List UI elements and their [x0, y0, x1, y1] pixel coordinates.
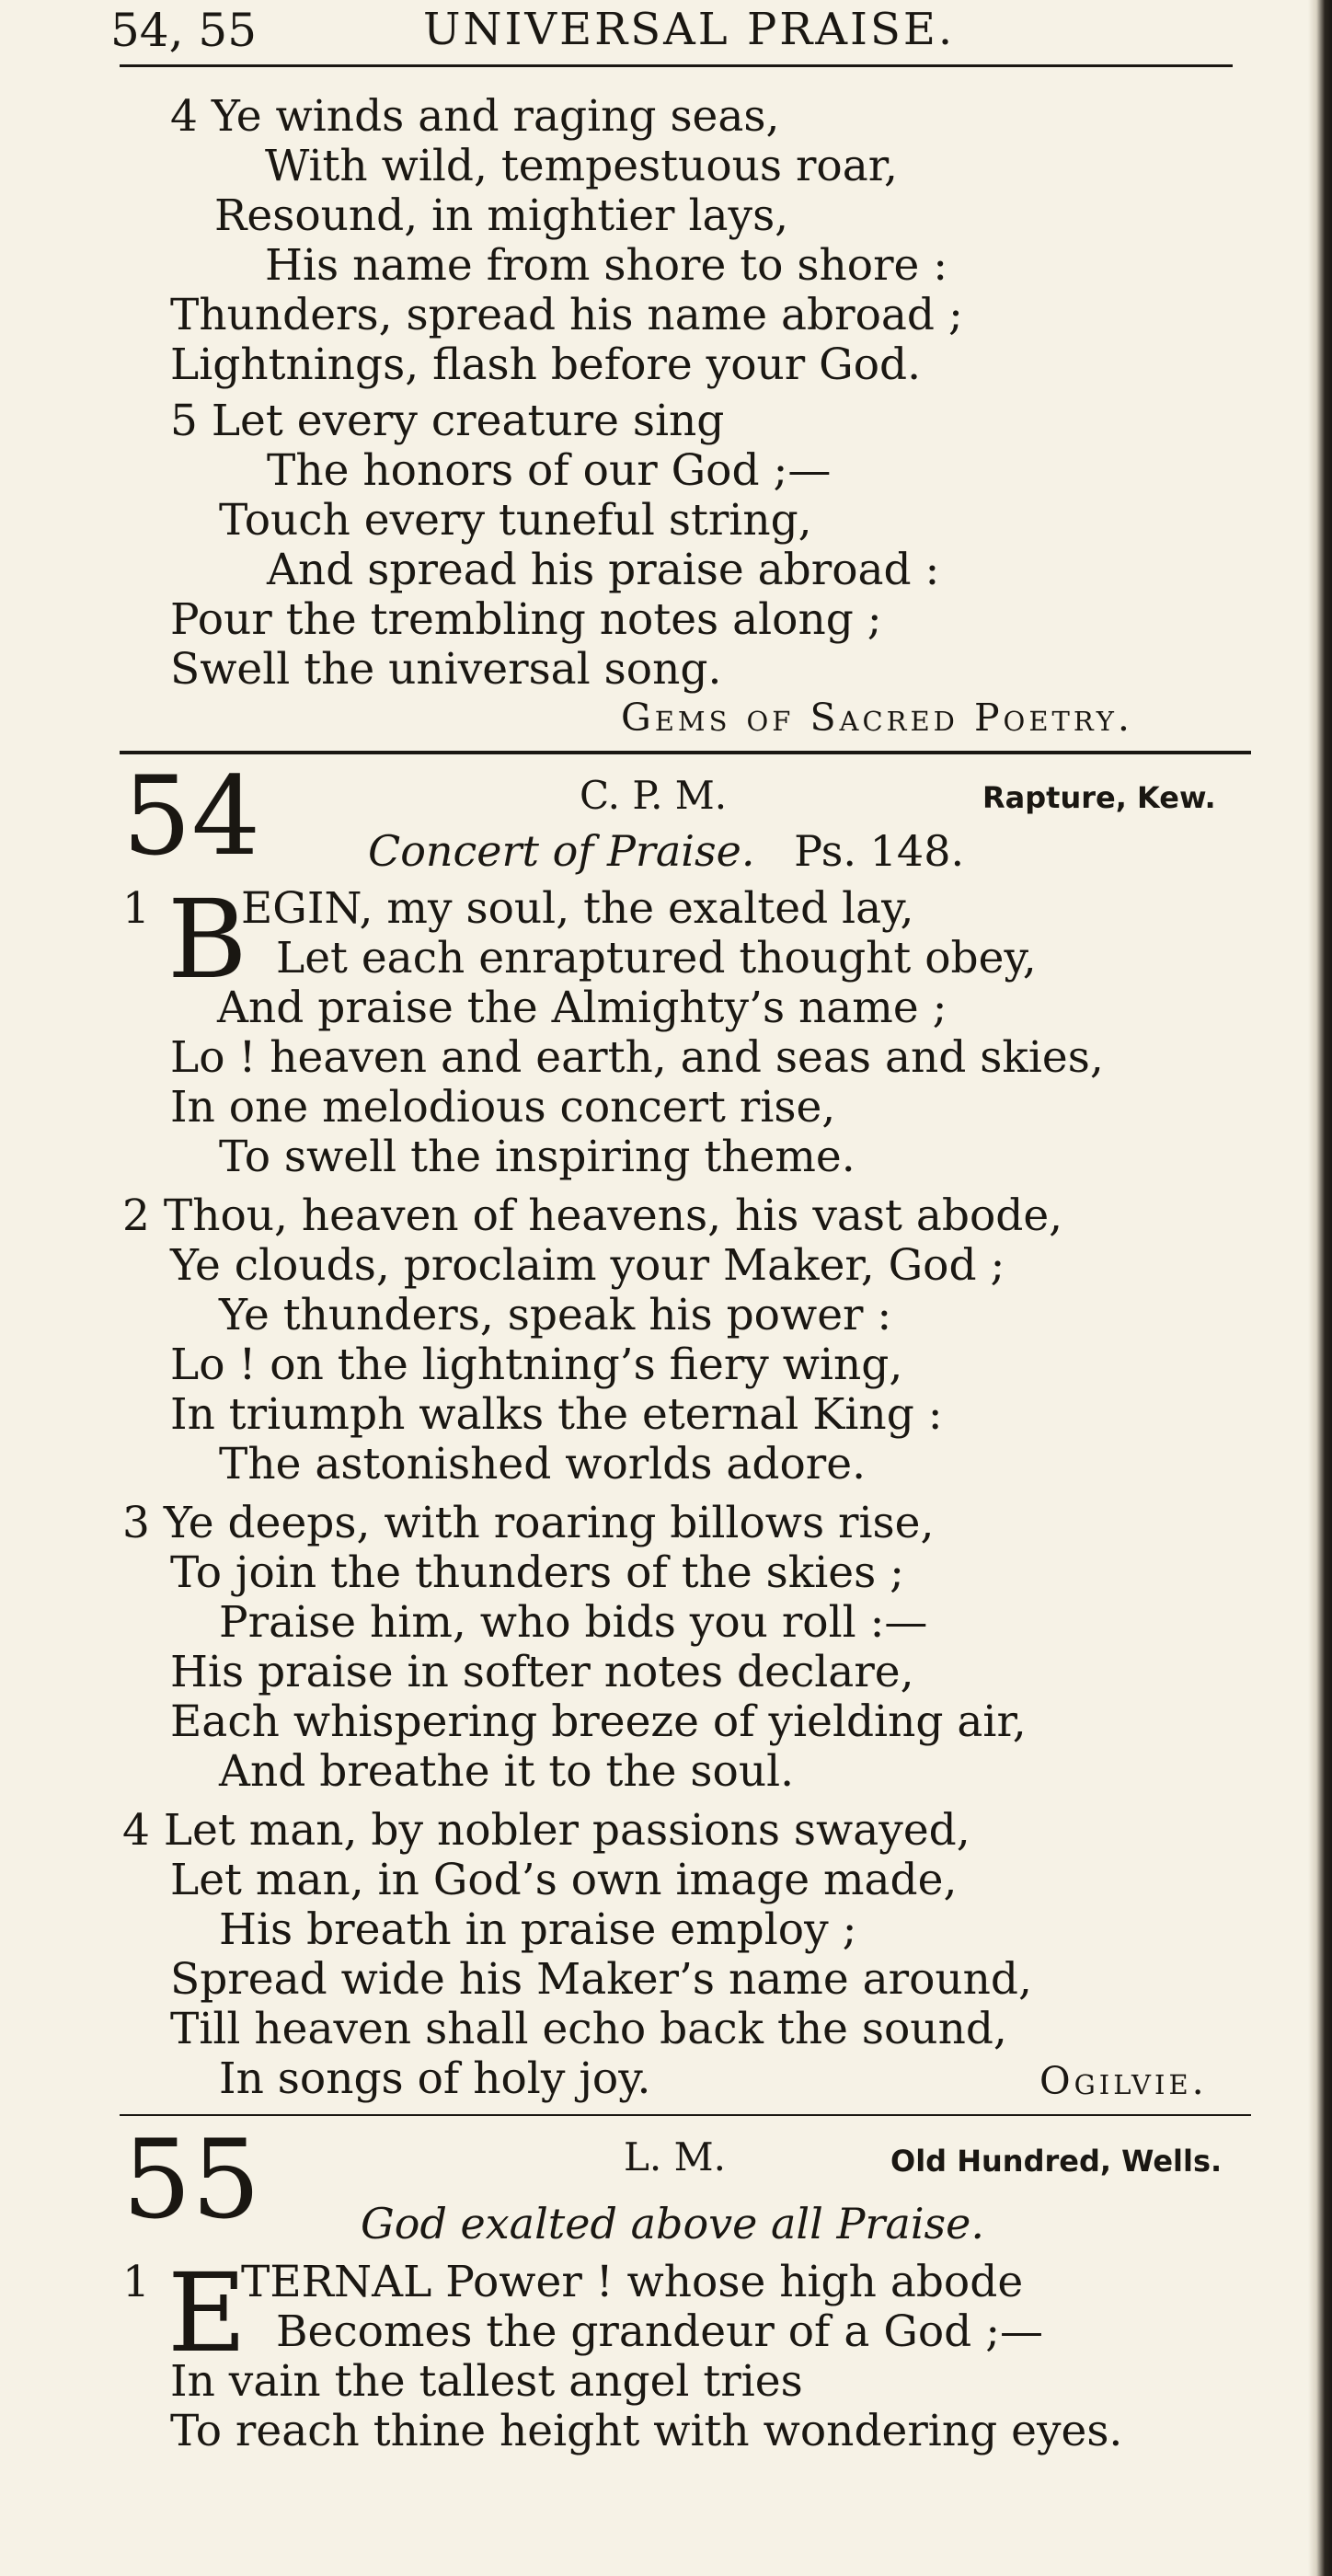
verse-line: And breathe it to the soul.	[219, 1746, 795, 1797]
verse-line: In one melodious concert rise,	[170, 1082, 836, 1133]
verse-line: His name from shore to shore :	[265, 240, 948, 291]
verse-line: Till heaven shall echo back the sound,	[170, 2004, 1007, 2054]
book-edge-shadow	[1308, 0, 1332, 2576]
verse-line: Ye thunders, speak his power :	[219, 1290, 892, 1340]
verse-line: With wild, tempestuous roar,	[265, 141, 898, 191]
verse-line: 2 Thou, heaven of heavens, his vast abode,	[122, 1190, 1063, 1241]
drop-capital: E	[167, 2249, 247, 2376]
verse-line: To swell the inspiring theme.	[219, 1132, 855, 1182]
verse-line: 4 Ye winds and raging seas,	[170, 91, 780, 142]
verse-line: 3 Ye deeps, with roaring billows rise,	[122, 1498, 935, 1548]
verse-line: To join the thunders of the skies ;	[170, 1547, 904, 1598]
subtitle-text: Concert of Praise.	[368, 826, 755, 876]
verse-line: Resound, in mightier lays,	[214, 190, 789, 241]
verse-line: His breath in praise employ ;	[219, 1904, 857, 1955]
verse-number: 1	[122, 2257, 150, 2307]
running-head	[110, 0, 1214, 64]
verse-line: Lo ! on the lightning’s fiery wing,	[170, 1340, 903, 1390]
verse-line: EGIN, my soul, the exalted lay,	[241, 883, 914, 934]
hymn-number: 54	[122, 753, 261, 880]
verse-line: Each whispering breeze of yielding air,	[170, 1696, 1027, 1747]
verse-line: And praise the Almighty’s name ;	[217, 983, 947, 1033]
tune-names: Rapture, Kew.	[982, 780, 1216, 815]
verse-line: Spread wide his Maker’s name around,	[170, 1954, 1032, 2005]
verse-line: In vain the tallest angel tries	[170, 2356, 803, 2407]
attribution: Ogilvie.	[1039, 2059, 1208, 2103]
hymn-number: 55	[122, 2116, 261, 2243]
verse-line: Lo ! heaven and earth, and seas and skies,	[170, 1032, 1104, 1083]
verse-line: 5 Let every creature sing	[170, 396, 725, 446]
verse-number: 1	[122, 883, 150, 934]
verse-line: Praise him, who bids you roll :—	[219, 1597, 928, 1648]
verse-line: Lightnings, flash before your God.	[170, 339, 922, 390]
verse-line: Becomes the grandeur of a God ;—	[276, 2306, 1044, 2357]
verse-line: And spread his praise abroad :	[267, 545, 940, 595]
verse-line: Pour the trembling notes along ;	[170, 594, 882, 645]
hymn-subtitle: God exalted above all Praise.	[361, 2199, 984, 2248]
tune-names: Old Hundred, Wells.	[890, 2144, 1223, 2179]
section-rule	[120, 2114, 1251, 2116]
verse-line: TERNAL Power ! whose high abode	[241, 2257, 1024, 2307]
verse-line: 4 Let man, by nobler passions swayed,	[122, 1805, 970, 1856]
verse-line: Let man, in God’s own image made,	[170, 1855, 958, 1905]
verse-line: To reach thine height with wondering eyes.	[170, 2406, 1123, 2456]
hymn-subtitle	[368, 826, 964, 876]
verse-line: In triumph walks the eternal King :	[170, 1389, 943, 1440]
verse-line: The honors of our God ;—	[267, 445, 832, 496]
verse-line: Touch every tuneful string,	[219, 495, 812, 546]
header-rule	[120, 64, 1233, 67]
section-rule	[120, 751, 1251, 754]
verse-line: Let each enraptured thought obey,	[276, 933, 1037, 983]
drop-capital: B	[167, 876, 247, 1003]
verse-line: Swell the universal song.	[170, 644, 722, 695]
page-numbers: 54, 55	[110, 4, 258, 57]
verse-line: Thunders, spread his name abroad ;	[170, 290, 963, 340]
verse-line: His praise in softer notes declare,	[170, 1647, 914, 1697]
meter: C. P. M.	[580, 773, 728, 818]
meter: L. M.	[624, 2134, 726, 2179]
attribution: Gems of Sacred Poetry.	[621, 696, 1133, 740]
psalm-reference: Ps. 148.	[794, 826, 965, 876]
verse-line: The astonished worlds adore.	[219, 1439, 867, 1489]
running-title: UNIVERSAL PRAISE.	[423, 4, 956, 55]
verse-line: In songs of holy joy.	[219, 2053, 651, 2104]
verse-line: Ye clouds, proclaim your Maker, God ;	[170, 1240, 1005, 1291]
